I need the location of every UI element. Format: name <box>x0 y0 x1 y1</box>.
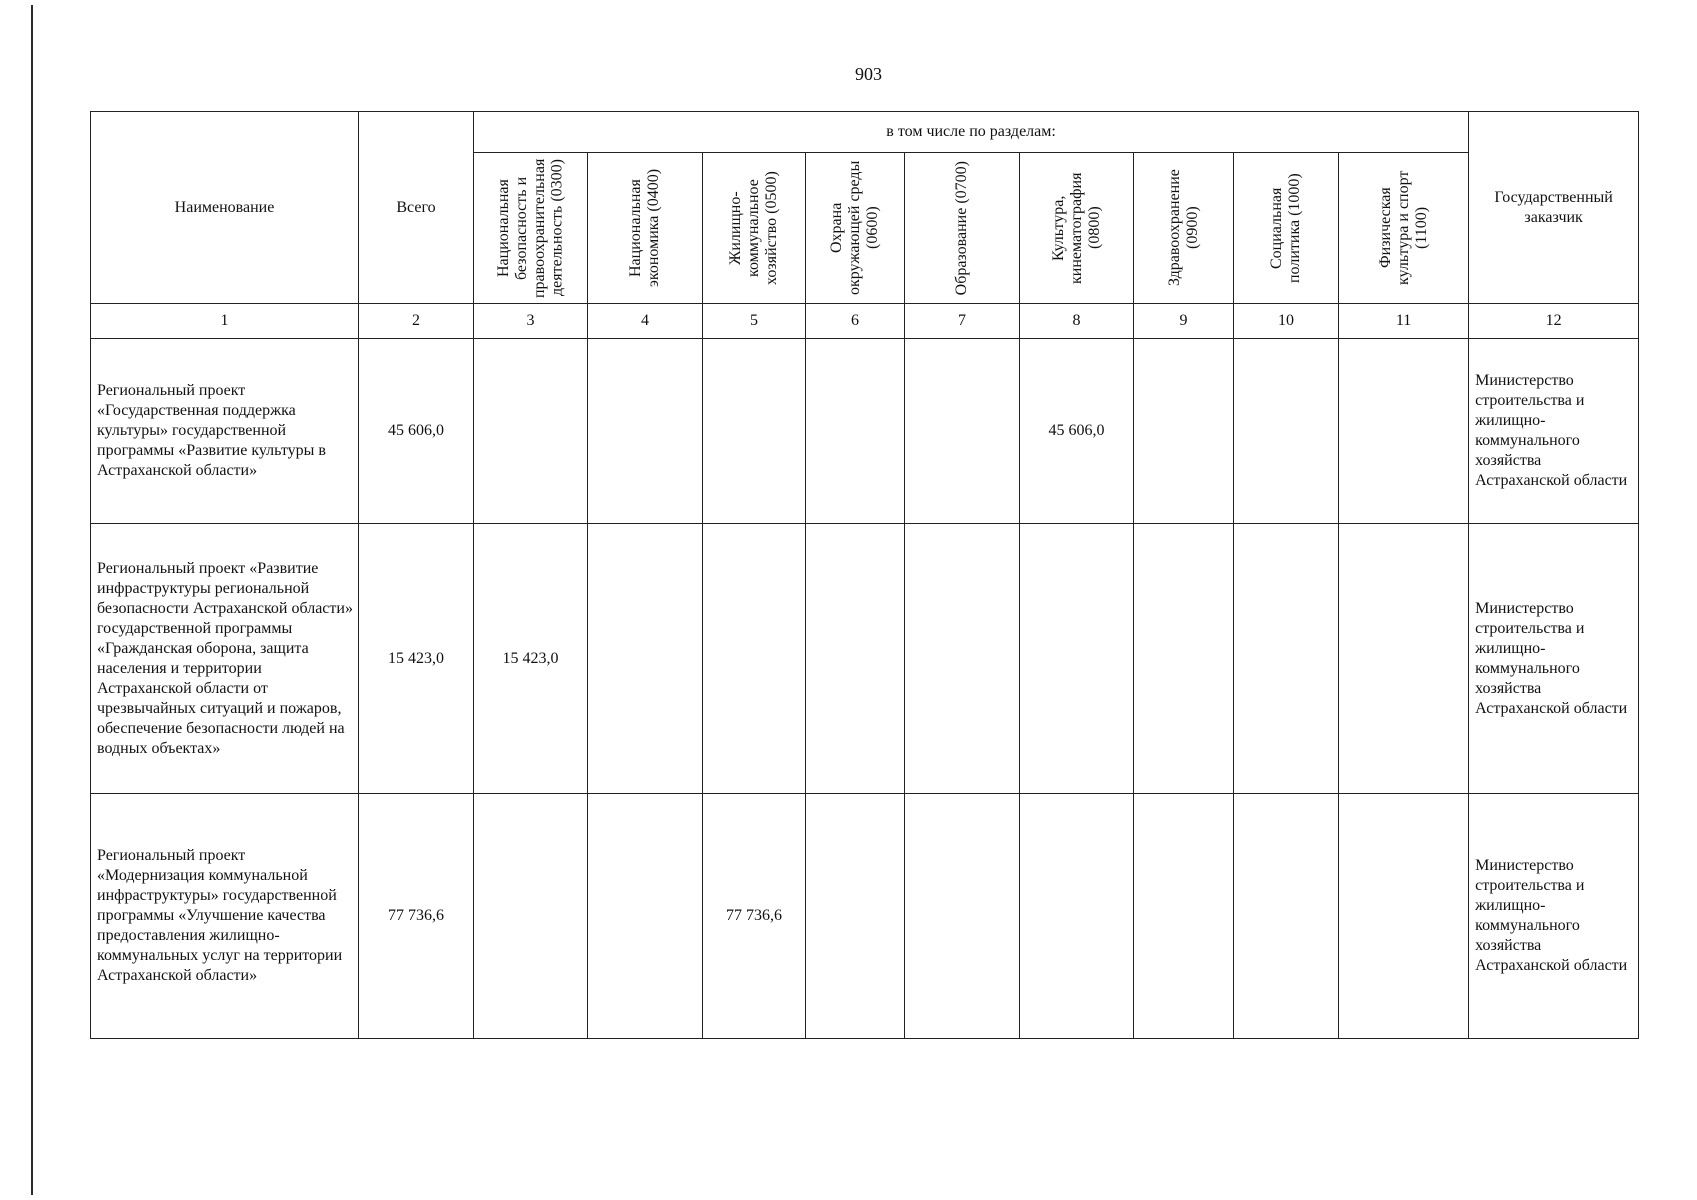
column-number: 2 <box>359 304 474 339</box>
column-number: 5 <box>703 304 806 339</box>
header-section-0600 <box>806 153 905 304</box>
row-customer: Министерство строительства и жилищно-коммунального хозяйства Астраханской области <box>1469 339 1639 524</box>
column-number: 10 <box>1234 304 1339 339</box>
column-number: 6 <box>806 304 905 339</box>
row-total: 45 606,0 <box>359 339 474 524</box>
row-value-0700 <box>905 339 1020 524</box>
row-value-1000 <box>1234 339 1339 524</box>
header-section-label: Здравоохранение (0900) <box>1165 169 1201 287</box>
row-value-0300 <box>474 339 588 524</box>
header-row-top <box>91 112 1639 153</box>
row-value-0300 <box>474 794 588 1039</box>
row-total: 77 736,6 <box>359 794 474 1039</box>
header-total: Всего <box>359 112 474 304</box>
row-value-0900 <box>1134 524 1234 794</box>
row-value-0700 <box>905 794 1020 1039</box>
row-value-0400 <box>588 794 703 1039</box>
budget-table <box>90 111 1639 1039</box>
header-section-0900 <box>1134 153 1234 304</box>
column-number: 3 <box>474 304 588 339</box>
row-value-1100 <box>1339 339 1469 524</box>
row-value-0700 <box>905 524 1020 794</box>
header-section-0300 <box>474 153 588 304</box>
row-value-0500 <box>703 524 806 794</box>
header-customer: Государственный заказчик <box>1469 112 1639 304</box>
header-section-label: Национальная экономика (0400) <box>627 168 662 288</box>
column-number: 9 <box>1134 304 1234 339</box>
row-value-1100 <box>1339 794 1469 1039</box>
column-number: 7 <box>905 304 1020 339</box>
header-section-label: Жилищно-коммунальное хозяйство (0500) <box>727 171 780 285</box>
row-value-1100 <box>1339 524 1469 794</box>
header-name: Наименование <box>91 112 359 304</box>
row-value-0800 <box>1020 524 1134 794</box>
column-number-row <box>91 304 1639 339</box>
row-value-0300: 15 423,0 <box>474 524 588 794</box>
header-section-label: Национальная безопасность и правоохранительная деятельность (0300) <box>494 158 566 298</box>
row-customer: Министерство строительства и жилищно-коммунального хозяйства Астраханской области <box>1469 794 1639 1039</box>
row-customer: Министерство строительства и жилищно-коммунального хозяйства Астраханской области <box>1469 524 1639 794</box>
header-section-label: Социальная политика (1000) <box>1268 173 1303 283</box>
row-value-0400 <box>588 339 703 524</box>
header-section-label: Образование (0700) <box>953 160 971 296</box>
row-value-0600 <box>806 524 905 794</box>
row-value-0800 <box>1020 794 1134 1039</box>
row-name: Региональный проект «Государственная поддержка культуры» государственной программы «Развитие культуры в Астраханской области» <box>91 339 359 524</box>
column-number: 8 <box>1020 304 1134 339</box>
header-section-0400 <box>588 153 703 304</box>
binding-line <box>31 5 33 1195</box>
header-section-label: Охрана окружающей среды (0600) <box>828 160 881 296</box>
column-number: 1 <box>91 304 359 339</box>
row-value-0500: 77 736,6 <box>703 794 806 1039</box>
header-section-1000 <box>1234 153 1339 304</box>
page-number: 903 <box>855 64 882 84</box>
table-row <box>91 524 1639 794</box>
header-section-label: Культура, кинематография (0800) <box>1049 172 1103 284</box>
header-section-1100 <box>1339 153 1469 304</box>
column-number: 4 <box>588 304 703 339</box>
row-name: Региональный проект «Развитие инфраструктуры региональной безопасности Астраханской области» государственной программы «Гражданская оборона, защита населения и территории Астраханской области от чрезвычайных ситуаций и пожаров, обеспечение безопасности людей на водных объектах» <box>91 524 359 794</box>
row-value-0600 <box>806 794 905 1039</box>
row-total: 15 423,0 <box>359 524 474 794</box>
row-value-0500 <box>703 339 806 524</box>
header-sections-group: в том числе по разделам: <box>474 112 1469 153</box>
row-value-0800: 45 606,0 <box>1020 339 1134 524</box>
header-section-label: Физическая культура и спорт (1100) <box>1376 170 1430 286</box>
row-value-1000 <box>1234 794 1339 1039</box>
row-value-0900 <box>1134 339 1234 524</box>
header-section-0500 <box>703 153 806 304</box>
header-section-0700 <box>905 153 1020 304</box>
table-row <box>91 339 1639 524</box>
row-name: Региональный проект «Модернизация коммунальной инфраструктуры» государственной программы «Улучшение качества предоставления жилищно-коммунальных услуг на территории Астраханской области» <box>91 794 359 1039</box>
column-number: 12 <box>1469 304 1639 339</box>
table-row <box>91 794 1639 1039</box>
row-value-0900 <box>1134 794 1234 1039</box>
row-value-0600 <box>806 339 905 524</box>
row-value-0400 <box>588 524 703 794</box>
column-number: 11 <box>1339 304 1469 339</box>
row-value-1000 <box>1234 524 1339 794</box>
header-section-0800 <box>1020 153 1134 304</box>
